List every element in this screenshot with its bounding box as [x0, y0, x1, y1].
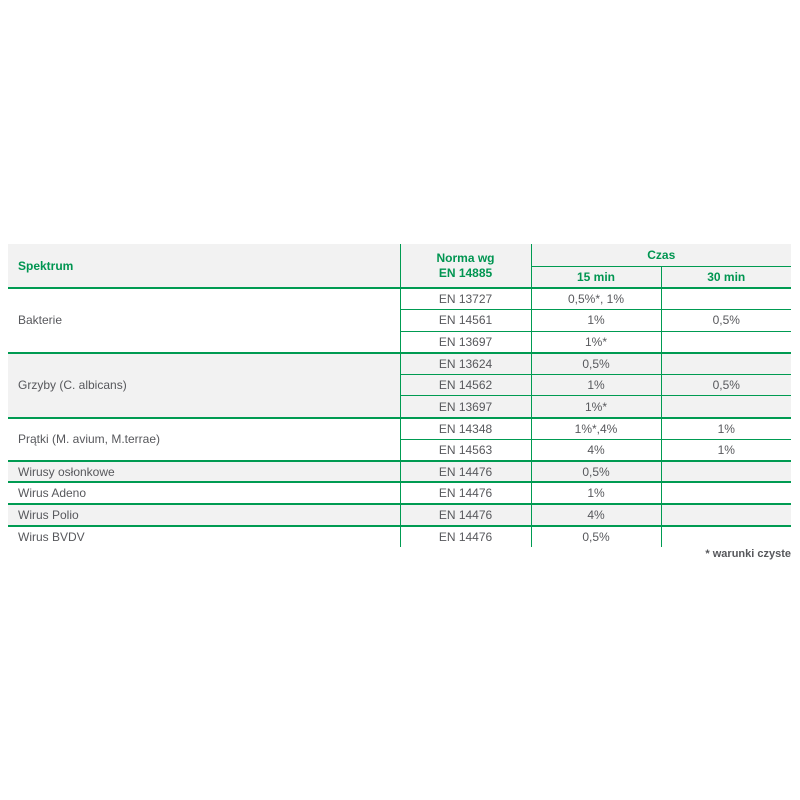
value-15min-cell: 4%	[531, 504, 661, 526]
value-30min-cell	[661, 526, 791, 548]
spectrum-table-container	[8, 244, 791, 547]
section-label-wirus-bvdv: Wirus BVDV	[8, 526, 400, 548]
value-15min-cell: 1%	[531, 374, 661, 396]
norm-cell: EN 14563	[400, 439, 531, 461]
value-15min-cell: 1%	[531, 482, 661, 504]
table-row	[8, 418, 791, 440]
norm-cell: EN 13697	[400, 396, 531, 418]
value-30min-cell: 1%	[661, 439, 791, 461]
value-30min-cell: 1%	[661, 418, 791, 440]
norm-cell: EN 13697	[400, 331, 531, 353]
norma-line2: EN 14885	[438, 265, 493, 280]
value-30min-cell: 0,5%	[661, 374, 791, 396]
spectrum-efficacy-table	[8, 244, 791, 547]
norm-cell: EN 14476	[400, 461, 531, 483]
norm-cell: EN 14476	[400, 526, 531, 548]
value-30min-cell	[661, 331, 791, 353]
value-30min-cell	[661, 461, 791, 483]
section-label-wirus-adeno: Wirus Adeno	[8, 482, 400, 504]
column-header-30min: 30 min	[661, 266, 791, 288]
footnote-warunki-czyste: * warunki czyste	[705, 548, 791, 560]
section-label-grzyby: Grzyby (C. albicans)	[8, 353, 400, 418]
value-15min-cell: 0,5%	[531, 461, 661, 483]
column-header-norma	[400, 244, 531, 288]
table-row	[8, 353, 791, 375]
column-header-spektrum: Spektrum	[8, 244, 400, 288]
value-30min-cell	[661, 482, 791, 504]
section-label-wirus-polio: Wirus Polio	[8, 504, 400, 526]
column-header-czas: Czas	[531, 244, 791, 266]
norm-cell: EN 14561	[400, 310, 531, 332]
value-15min-cell: 0,5%	[531, 526, 661, 548]
table-row	[8, 526, 791, 548]
value-30min-cell: 0,5%	[661, 310, 791, 332]
value-15min-cell: 4%	[531, 439, 661, 461]
table-row	[8, 482, 791, 504]
value-30min-cell	[661, 396, 791, 418]
norm-cell: EN 14562	[400, 374, 531, 396]
section-label-bakterie: Bakterie	[8, 288, 400, 353]
value-15min-cell: 0,5%	[531, 353, 661, 375]
table-row	[8, 504, 791, 526]
value-15min-cell: 1%*	[531, 331, 661, 353]
value-30min-cell	[661, 353, 791, 375]
section-label-pratki: Prątki (M. avium, M.terrae)	[8, 418, 400, 461]
value-15min-cell: 1%*,4%	[531, 418, 661, 440]
value-15min-cell: 1%*	[531, 396, 661, 418]
value-30min-cell	[661, 288, 791, 310]
value-30min-cell	[661, 504, 791, 526]
table-row	[8, 461, 791, 483]
table-row	[8, 288, 791, 310]
norm-cell: EN 13624	[400, 353, 531, 375]
norm-cell: EN 13727	[400, 288, 531, 310]
norm-cell: EN 14476	[400, 504, 531, 526]
norm-cell: EN 14348	[400, 418, 531, 440]
column-header-15min: 15 min	[531, 266, 661, 288]
norm-cell: EN 14476	[400, 482, 531, 504]
section-label-wirusy-oslonkowe: Wirusy osłonkowe	[8, 461, 400, 483]
value-15min-cell: 0,5%*, 1%	[531, 288, 661, 310]
value-15min-cell: 1%	[531, 310, 661, 332]
norma-line1: Norma wg	[436, 250, 495, 265]
